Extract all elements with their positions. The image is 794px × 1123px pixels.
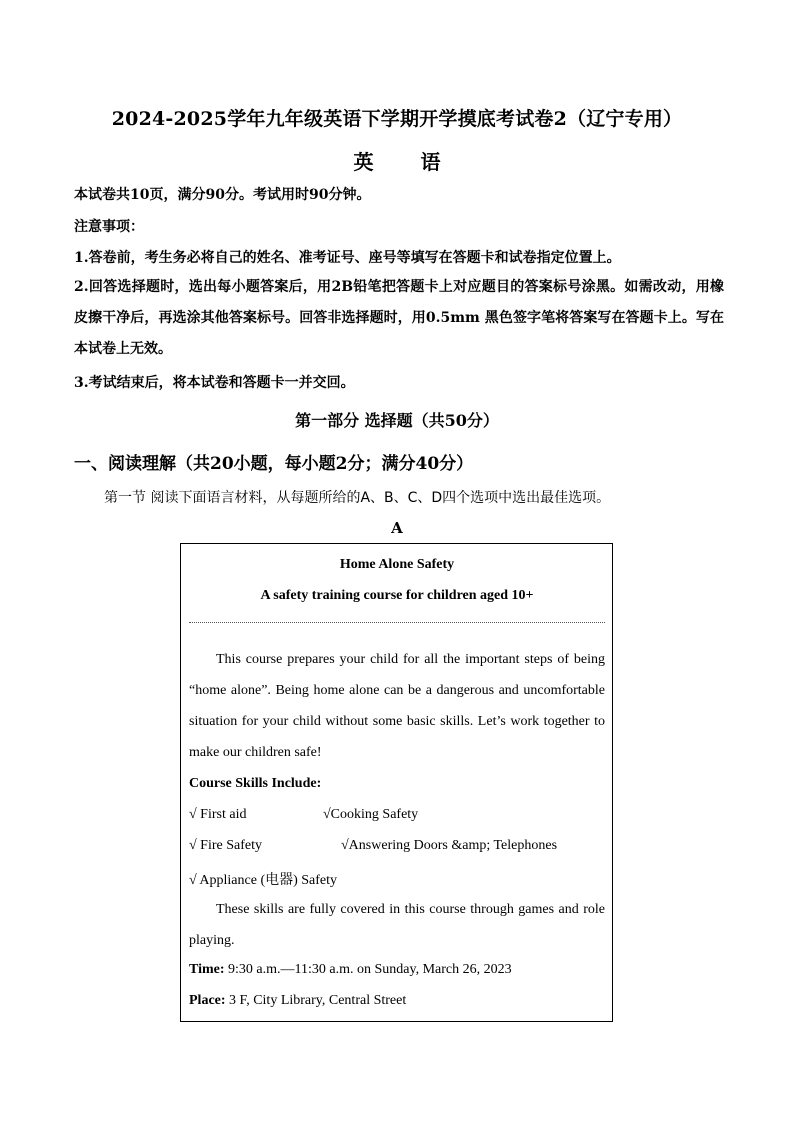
skill-item: √Cooking Safety bbox=[323, 807, 419, 822]
dotted-divider bbox=[189, 622, 605, 625]
passage-note-text: These skills are fully covered in this course through games and role playing. bbox=[189, 902, 605, 948]
section-instruction: 第一节 阅读下面语言材料，从每题所给的A、B、C、D四个选项中选出最佳选项。 bbox=[104, 490, 611, 506]
note-item-2: 2.回答选择题时，选出每小题答案后，用2B铅笔把答题卡上对应题目的答案标号涂黑。如需改动，用橡皮擦干净后，再选涂其他答案标号。回答非选择题时，用0.5mm 黑色签字笔将答案写在答题卡上。写在本试卷上无效。 bbox=[74, 279, 724, 357]
event-place bbox=[189, 993, 605, 1009]
skill-item: √ Appliance (电器) Safety bbox=[189, 873, 338, 888]
place-value: 3 F, City Library, Central Street bbox=[225, 993, 407, 1008]
skill-item: √ First aid bbox=[189, 807, 247, 822]
note-item-3: 3.考试结束后，将本试卷和答题卡一并交回。 bbox=[74, 375, 355, 391]
section-heading: 一、阅读理解（共20小题，每小题2分；满分40分） bbox=[74, 454, 474, 474]
skills-row-1 bbox=[189, 807, 605, 823]
passage-box bbox=[180, 543, 613, 1022]
note-item-1: 1.答卷前，考生务必将自己的姓名、准考证号、座号等填写在答题卡和试卷指定位置上。 bbox=[74, 250, 621, 266]
exam-title: 2024-2025学年九年级英语下学期开学摸底考试卷2（辽宁专用） bbox=[111, 108, 683, 130]
passage-title: Home Alone Safety bbox=[339, 557, 455, 572]
exam-intro: 本试卷共10页，满分90分。考试用时90分钟。 bbox=[74, 187, 371, 203]
passage-intro-text: This course prepares your child for all the important steps of being “home alone”. Being home alone can be a dangerous and uncomfortable situation for your child without some basic skills. Let’s work together to make our children safe! bbox=[189, 652, 605, 760]
skills-row-2 bbox=[189, 838, 605, 854]
subject-heading: 英 语 bbox=[353, 150, 441, 174]
passage-subtitle: A safety training course for children aged 10+ bbox=[260, 588, 534, 603]
passage-note-paragraph bbox=[189, 894, 605, 956]
place-label: Place: bbox=[189, 993, 226, 1008]
passage-intro-paragraph bbox=[189, 644, 605, 768]
time-label: Time: bbox=[189, 962, 225, 977]
skill-item: √ Fire Safety bbox=[189, 838, 263, 853]
time-value: 9:30 a.m.—11:30 a.m. on Sunday, March 26, 2023 bbox=[224, 962, 512, 977]
part-heading: 第一部分 选择题（共50分） bbox=[295, 411, 499, 430]
skills-heading: Course Skills Include: bbox=[189, 776, 322, 791]
notes-heading: 注意事项： bbox=[74, 219, 144, 235]
event-time bbox=[189, 962, 605, 978]
skills-row-3 bbox=[189, 869, 605, 889]
skill-item: √Answering Doors &amp; Telephones bbox=[341, 838, 558, 853]
passage-letter: A bbox=[391, 519, 403, 537]
